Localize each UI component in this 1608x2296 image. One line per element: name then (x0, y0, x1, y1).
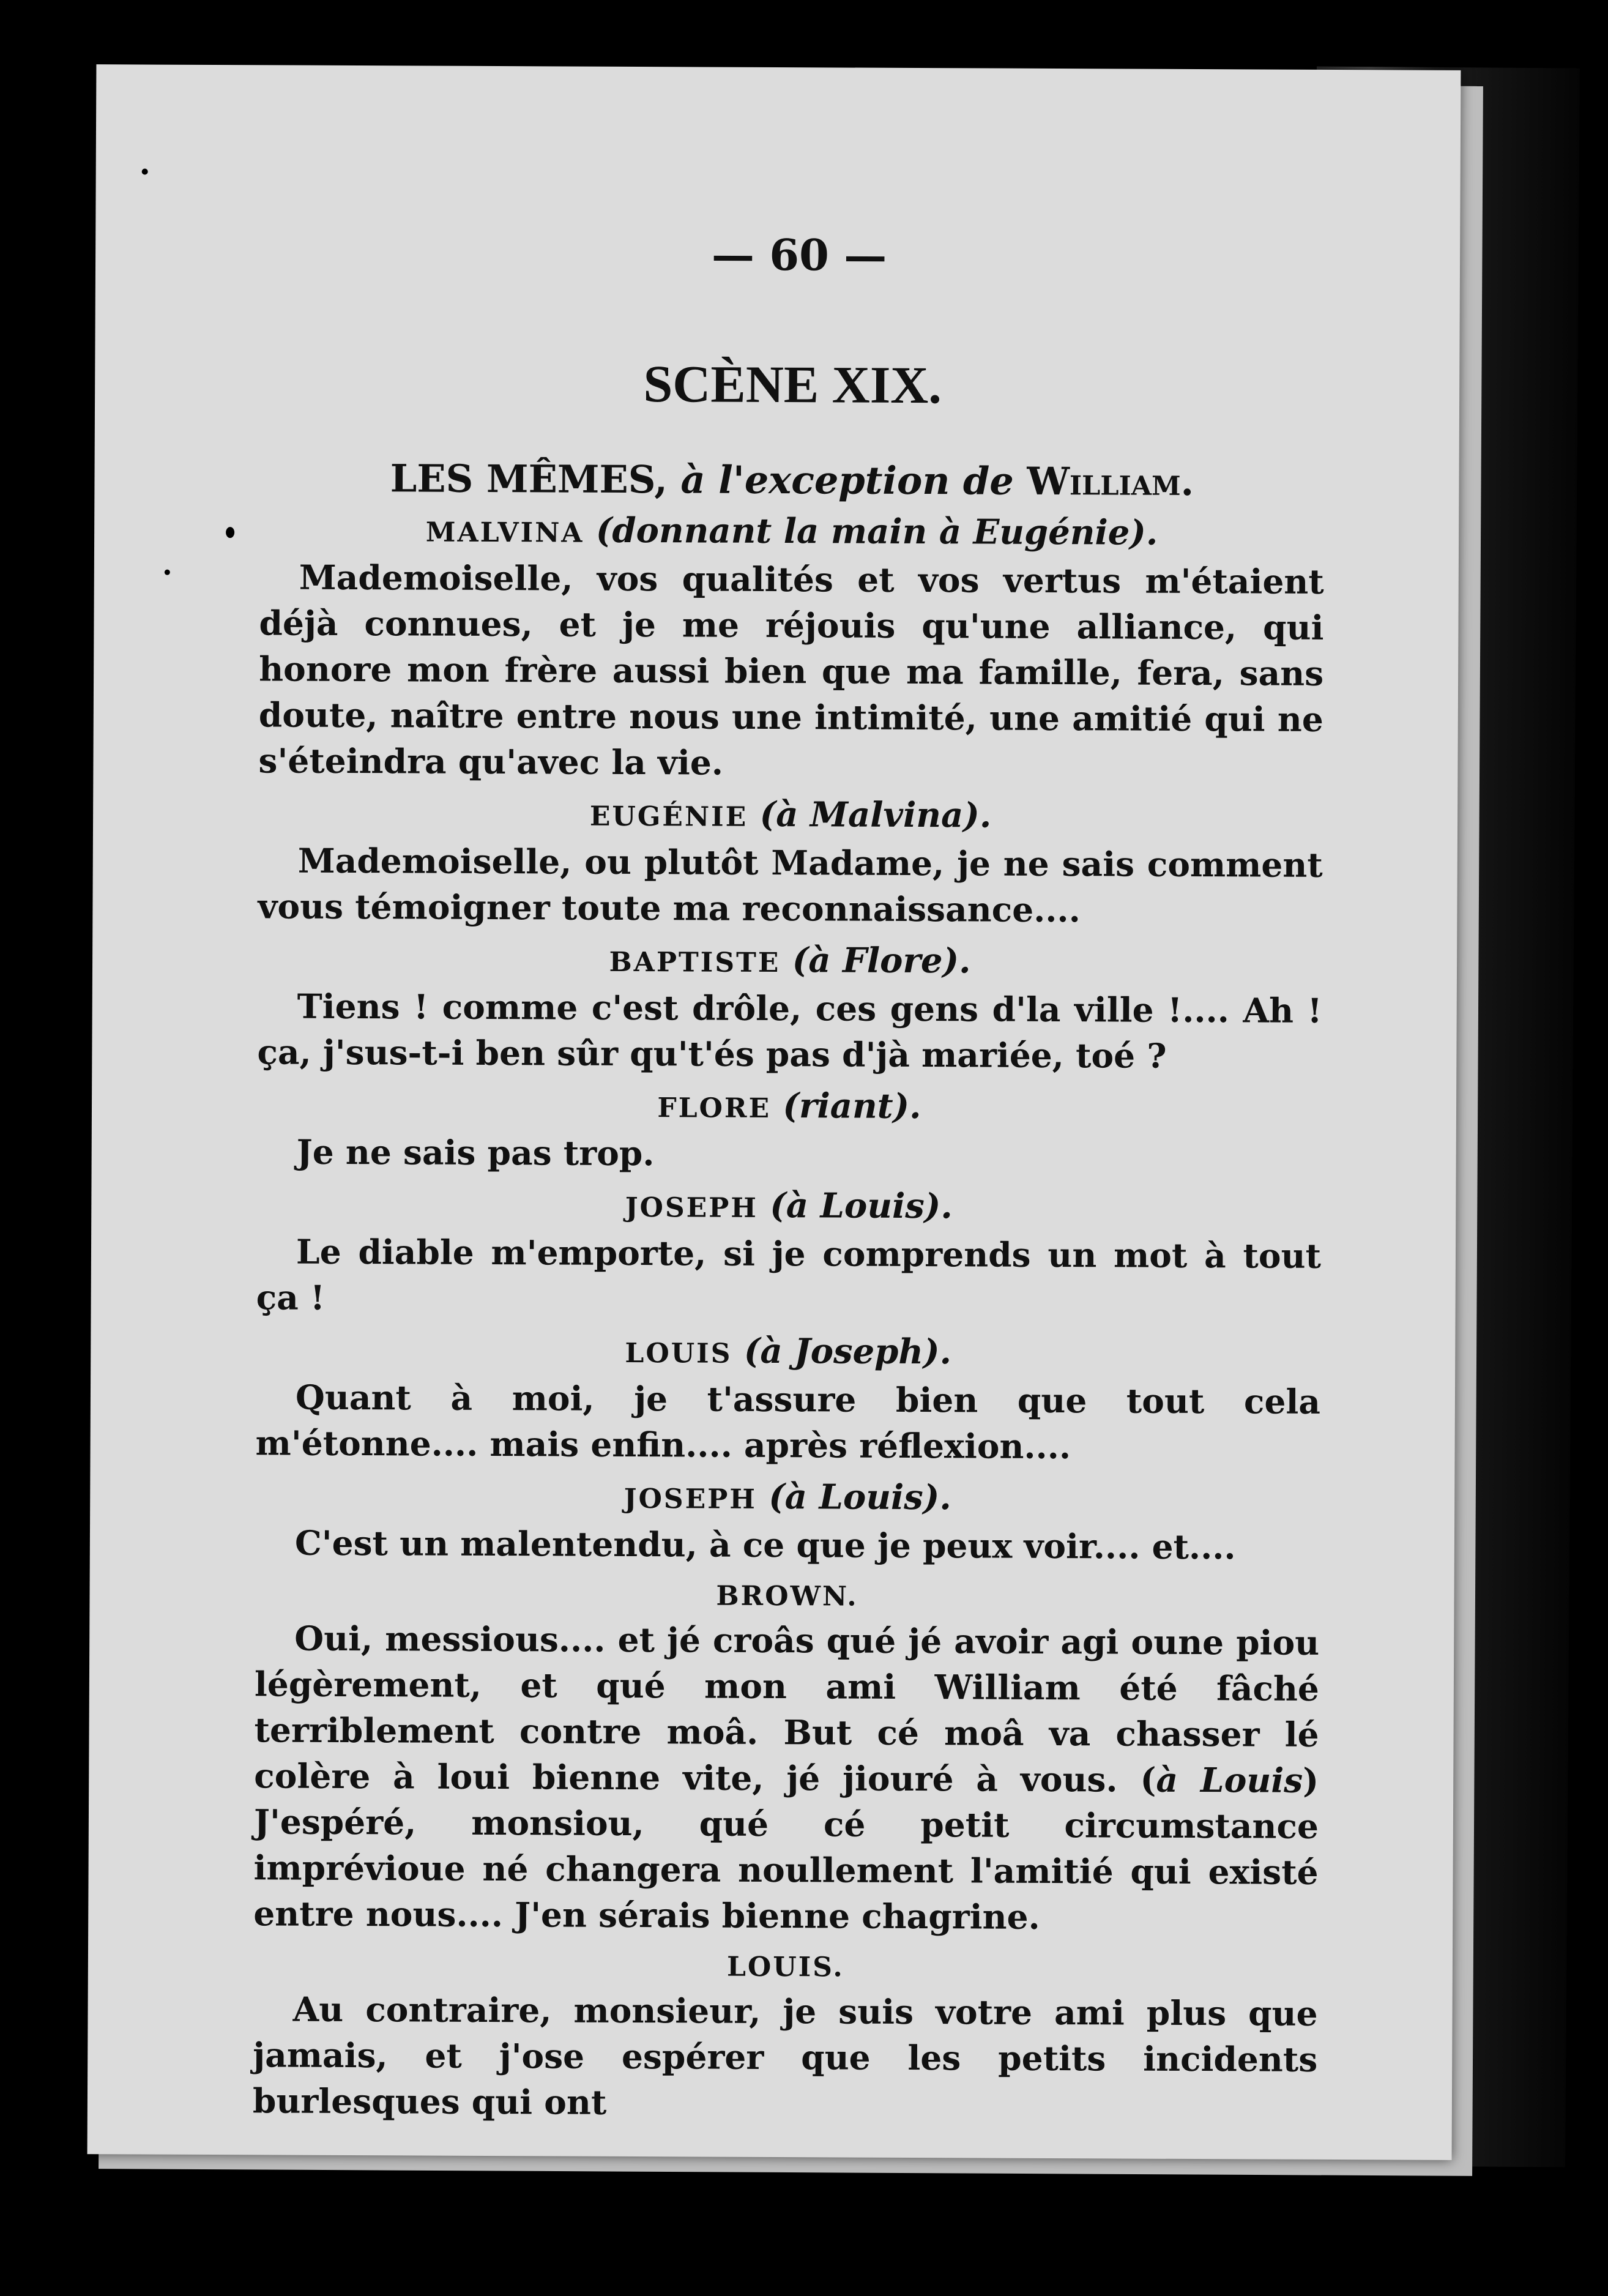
speech-text: Quant à moi, je t'assure bien que tout cela m'étonne.... mais enfin.... après réflexion.... (255, 1377, 1321, 1467)
speck (226, 527, 234, 538)
speaker-heading (256, 1183, 1321, 1228)
stage-direction: (donnant la main à Eugénie). (595, 510, 1158, 553)
speaker-name: EUGÉNIE (589, 800, 748, 833)
speaker-heading (253, 1945, 1318, 1986)
cast-line (259, 455, 1324, 505)
speech-fragment: Oui, messious.... et jé croâs qué jé avoir agi oune piou légèrement, et qué mon ami William été fâché terriblement contre moâ. But cé moâ va chasser lé colère à loui bienne vite, jé jiouré à vous. ( (254, 1618, 1320, 1800)
stage-direction: (à Flore). (792, 940, 971, 982)
speech-text: Mademoiselle, vos qualités et vos vertus m'étaient déjà connues, et je me réjouis qu'une alliance, qui honore mon frère aussi bien que ma famille, fera, sans doute, naître entre nous une intimité, une amitié qui ne s'éteindra qu'avec la vie. (258, 557, 1324, 783)
speaker-heading (257, 1083, 1322, 1128)
cast-prefix: LES MÊMES, (390, 456, 668, 502)
speaker-heading (255, 1574, 1319, 1615)
speaker-name: FLORE (657, 1092, 772, 1124)
speaker-name: BROWN. (716, 1580, 858, 1612)
dialogue (253, 509, 1324, 2128)
speaker-heading (259, 509, 1324, 554)
speaker-name: LOUIS. (726, 1951, 844, 1983)
speck (165, 570, 170, 575)
speaker-name: BAPTISTE (609, 946, 781, 979)
cast-exception: à l'exception de (680, 457, 1014, 504)
speech-text (253, 1615, 1319, 1941)
cast-name: William. (1027, 458, 1194, 504)
speech-text: Mademoiselle, ou plutôt Madame, je ne sais comment vous témoigner toute ma reconnaissance.... (258, 840, 1323, 930)
speaker-heading (256, 1329, 1320, 1374)
speech-text: Le diable m'emporte, si je comprends un mot à tout ça ! (256, 1231, 1322, 1318)
page-number: — 60 — (711, 229, 887, 281)
stage-direction: (à Malvina). (759, 794, 992, 836)
speaker-heading (258, 792, 1323, 837)
speech-text: Je ne sais pas trop. (296, 1131, 655, 1174)
speech-fragment: ) J'espéré, monsiou, qué cé petit circumstance imprévioue né changera noullement l'amitié qui existé entre nous.... J'en sérais bienne chagrine. (253, 1760, 1319, 1937)
speaker-name: MALVINA (425, 516, 584, 549)
stage-direction: (riant). (783, 1086, 921, 1127)
stage-direction: (à Louis). (769, 1476, 951, 1518)
speech-fragment: à Louis (1156, 1759, 1303, 1800)
speech-text: Au contraire, monsieur, je suis votre ami plus que jamais, et j'ose espérer que les petits incidents burlesques qui ont (252, 1989, 1318, 2122)
speaker-name: LOUIS (625, 1337, 732, 1370)
speck (142, 168, 148, 174)
speaker-name: JOSEPH (625, 1191, 759, 1224)
stage-direction: (à Joseph). (743, 1330, 952, 1373)
stage-direction: (à Louis). (770, 1185, 953, 1227)
speech-text: Tiens ! comme c'est drôle, ces gens d'la ville !.... Ah ! ça, j'sus-t-i ben sûr qu't'és pas d'jà mariée, toé ? (257, 986, 1322, 1076)
speaker-name: JOSEPH (623, 1483, 757, 1515)
speaker-heading (255, 1474, 1320, 1519)
speaker-heading (258, 937, 1322, 983)
speech-text: C'est un malentendu, à ce que je peux voir.... et.... (294, 1523, 1236, 1567)
book-page (87, 64, 1461, 2160)
page-content (253, 227, 1326, 2128)
scene-title: SCÈNE XIX. (643, 354, 942, 415)
